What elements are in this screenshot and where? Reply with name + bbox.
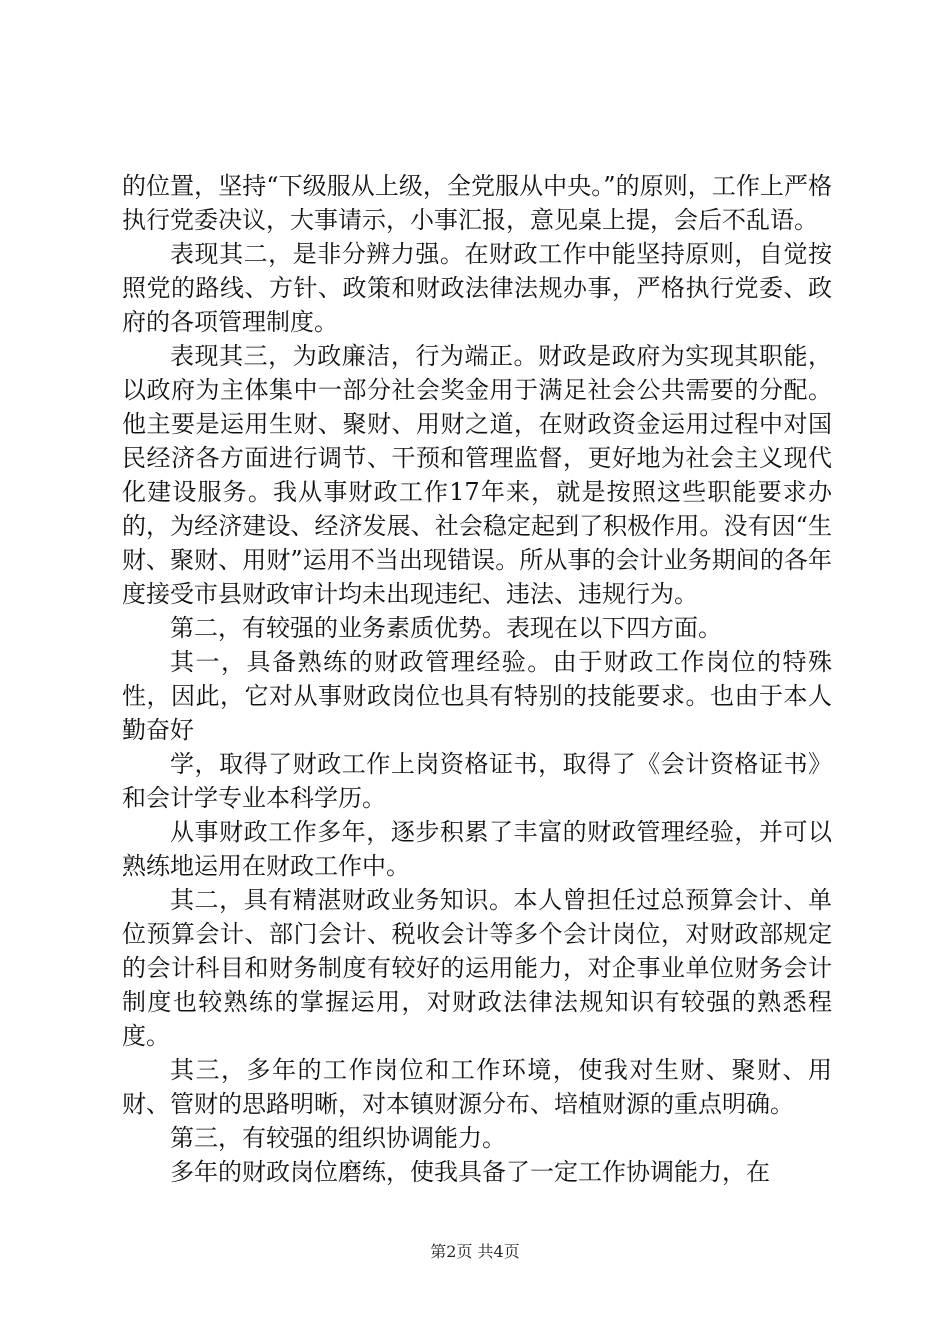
paragraph-coordination: 多年的财政岗位磨练，使我具备了一定工作协调能力，在	[170, 1158, 770, 1186]
paragraph-continuation: 的位置，坚持“下级服从上级，全党服从中央。”的原则，工作上严格执行党委决议，大事请示，小事汇报，意见桌上提，会后不乱语。	[122, 172, 832, 234]
page-footer: 第2页 共4页	[430, 1242, 520, 1261]
paragraph-section-two-heading: 第二，有较强的业务素质优势。表现在以下四方面。	[170, 614, 722, 642]
paragraph-item-one-continued: 学，取得了财政工作上岗资格证书，取得了《会计资格证书》和会计学专业本科学历。	[122, 750, 832, 812]
paragraph-item-two: 其二，具有精湛财政业务知识。本人曾担任过总预算会计、单位预算会计、部门会计、税收会计等多个会计岗位，对财政部规定的会计科目和财务制度有较好的运用能力，对企事业单位财务会计制度也较熟练的掌握运用，对财政法律法规知识有较强的熟悉程度。	[122, 886, 832, 1050]
paragraph-experience: 从事财政工作多年，逐步积累了丰富的财政管理经验，并可以熟练地运用在财政工作中。	[122, 818, 832, 880]
paragraph-item-three: 其三，多年的工作岗位和工作环境，使我对生财、聚财、用财、管财的思路明晰，对本镇财源分布、培植财源的重点明确。	[122, 1056, 832, 1118]
document-body	[122, 169, 832, 1189]
paragraph-point-three: 表现其三，为政廉洁，行为端正。财政是政府为实现其职能，以政府为主体集中一部分社会奖金用于满足社会公共需要的分配。他主要是运用生财、聚财、用财之道，在财政资金运用过程中对国民经济各方面进行调节、干预和管理监督，更好地为社会主义现代化建设服务。我从事财政工作17年来，就是按照这些职能要求办的，为经济建设、经济发展、社会稳定起到了积极作用。没有因“生财、聚财、用财”运用不当出现错误。所从事的会计业务期间的各年度接受市县财政审计均未出现违纪、违法、违规行为。	[122, 342, 832, 608]
paragraph-section-three-heading: 第三，有较强的组织协调能力。	[170, 1124, 506, 1152]
paragraph-item-one: 其一，具备熟练的财政管理经验。由于财政工作岗位的特殊性，因此，它对从事财政岗位也具有特别的技能要求。也由于本人勤奋好	[122, 648, 832, 744]
paragraph-point-two: 表现其二，是非分辨力强。在财政工作中能坚持原则，自觉按照党的路线、方针、政策和财政法律法规办事，严格执行党委、政府的各项管理制度。	[122, 240, 832, 336]
